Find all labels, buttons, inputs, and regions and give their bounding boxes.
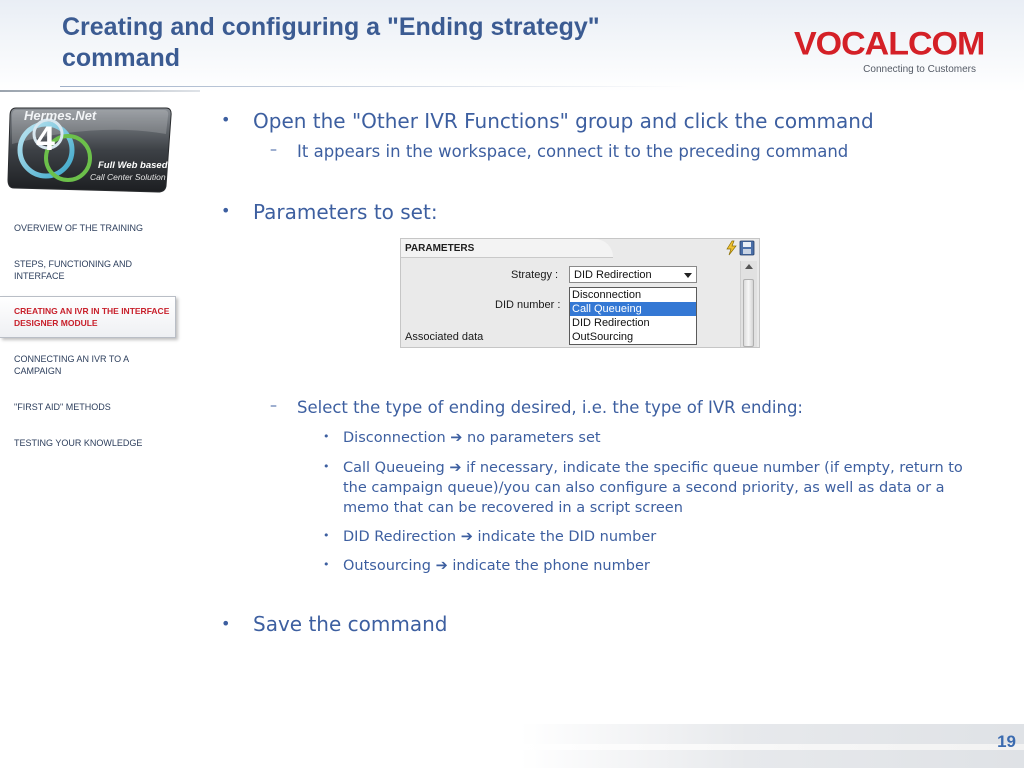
- logo-wordmark: VOCALCOM: [794, 25, 985, 63]
- badge-line1: Full Web based: [98, 160, 168, 171]
- bullet-marker: •: [323, 430, 330, 443]
- bullet-marker: •: [323, 460, 330, 473]
- strategy-select-value: DID Redirection: [574, 269, 652, 281]
- sidebar-item-first-aid[interactable]: "FIRST AID" METHODS: [14, 402, 111, 412]
- subbullet-workspace: It appears in the workspace, connect it to the preceding command: [297, 142, 849, 161]
- page-title-line2: command: [62, 44, 181, 72]
- item-text: indicate the phone number: [452, 558, 650, 574]
- item-name: Call Queueing: [343, 460, 445, 476]
- lightning-icon[interactable]: [727, 241, 736, 255]
- strategy-select[interactable]: [569, 266, 697, 283]
- badge-line2: Call Center Solution: [90, 172, 166, 182]
- bullet-save-command: Save the command: [253, 612, 448, 636]
- scroll-up-icon[interactable]: [745, 264, 753, 269]
- panel-toolbar: [725, 240, 757, 256]
- bullet-marker: •: [221, 110, 231, 129]
- item-did-redirection: [343, 527, 983, 547]
- subbullet-select-type: Select the type of ending desired, i.e. the type of IVR ending:: [297, 398, 803, 417]
- footer-highlight: [520, 744, 1024, 750]
- badge-version: 4: [36, 120, 55, 158]
- item-text: no parameters set: [467, 430, 601, 446]
- parameters-title: PARAMETERS: [405, 243, 475, 254]
- item-text: if necessary, indicate the specific queue number (if empty, return to the campaign queue)/you can also configure a second priority, as well as data or a memo that can be recovered in a script screen: [343, 460, 963, 516]
- bullet-marker: •: [221, 614, 231, 633]
- item-outsourcing: [343, 556, 983, 576]
- arrow-right-icon: ➔: [460, 529, 473, 545]
- option-call-queueing[interactable]: Call Queueing: [570, 302, 696, 316]
- bullet-marker: •: [323, 529, 330, 542]
- panel-scrollbar[interactable]: [740, 261, 757, 347]
- bullet-marker: •: [323, 558, 330, 571]
- page-title-line1: Creating and configuring a "Ending strategy": [62, 13, 600, 41]
- arrow-right-icon: ➔: [450, 430, 463, 446]
- item-text: indicate the DID number: [477, 529, 657, 545]
- sidebar-item-creating-ivr[interactable]: CREATING AN IVR IN THE INTERFACE DESIGNER MODULE: [0, 296, 176, 338]
- item-name: Disconnection: [343, 430, 446, 446]
- scroll-thumb[interactable]: [743, 279, 754, 347]
- bullet-marker: •: [221, 201, 231, 220]
- item-disconnection: [343, 428, 983, 448]
- item-name: Outsourcing: [343, 558, 431, 574]
- strategy-label: Strategy :: [511, 269, 559, 281]
- sidebar-item-connecting-ivr[interactable]: CONNECTING AN IVR TO A CAMPAIGN: [14, 354, 129, 376]
- chevron-down-icon: [684, 273, 692, 278]
- item-call-queueing: [343, 458, 983, 518]
- parameters-panel: [400, 238, 760, 348]
- sidebar-item-steps[interactable]: STEPS, FUNCTIONING AND INTERFACE: [14, 259, 133, 281]
- arrow-right-icon: ➔: [435, 558, 448, 574]
- logo-tagline: Connecting to Customers: [863, 64, 976, 75]
- page-number: 19: [997, 732, 1016, 751]
- arrow-right-icon: ➔: [449, 460, 462, 476]
- item-name: DID Redirection: [343, 529, 457, 545]
- sidebar-item-testing[interactable]: TESTING YOUR KNOWLEDGE: [14, 438, 143, 448]
- dash-marker: –: [270, 142, 277, 158]
- sidebar-item-overview[interactable]: OVERVIEW OF THE TRAINING: [14, 223, 144, 233]
- option-disconnection[interactable]: Disconnection: [572, 289, 642, 301]
- option-outsourcing[interactable]: OutSourcing: [572, 331, 634, 343]
- bullet-parameters: Parameters to set:: [253, 200, 438, 224]
- did-number-label: DID number :: [495, 299, 561, 311]
- associated-data-label: Associated data: [405, 331, 484, 343]
- save-icon[interactable]: [740, 241, 754, 255]
- bullet-open-group: Open the "Other IVR Functions" group and click the command: [253, 109, 874, 133]
- option-did-redirection[interactable]: DID Redirection: [572, 317, 650, 329]
- strategy-dropdown-list: [569, 287, 697, 345]
- dash-marker: –: [270, 398, 277, 414]
- badge-brand: Hermes.Net: [24, 108, 97, 123]
